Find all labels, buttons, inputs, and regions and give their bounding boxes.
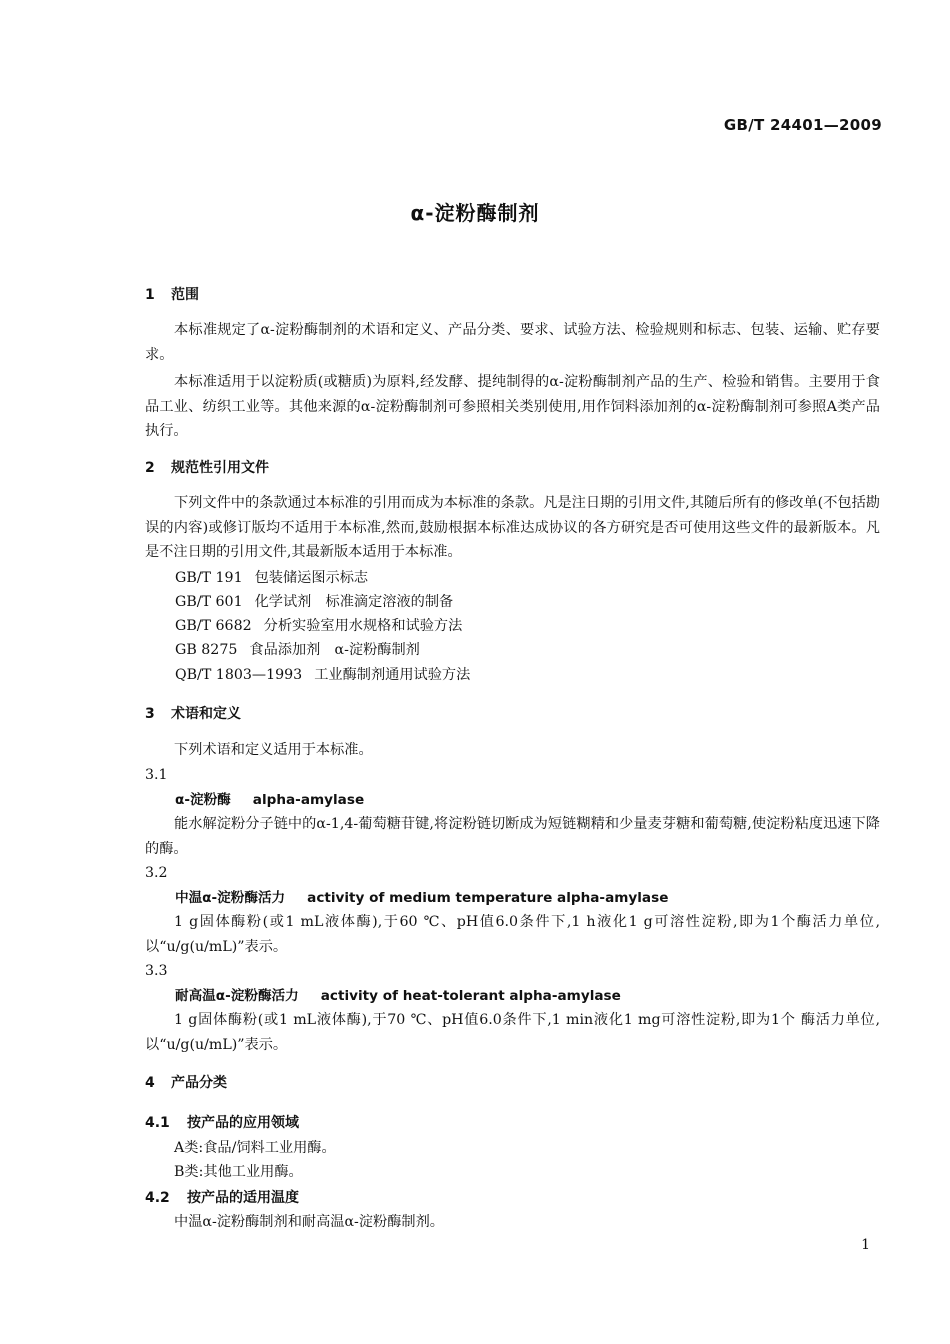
term-number: 3.3	[145, 963, 168, 979]
subsection-title: 按产品的应用领域	[187, 1115, 299, 1131]
term-english: activity of medium temperature alpha-amylase	[307, 890, 669, 906]
reference-title: 食品添加剂 α-淀粉酶制剂	[249, 642, 420, 658]
class-a-item: A类:食品/饲料工业用酶。	[174, 1140, 336, 1156]
term-chinese: α-淀粉酶	[175, 792, 231, 808]
section-number: 1	[145, 287, 155, 303]
section-2-paragraph-1: 下列文件中的条款通过本标准的引用而成为本标准的条款。凡是注日期的引用文件,其随后所有的修改单(不包括勘误的内容)或修订版均不适用于本标准,然而,鼓励根据本标准达成协议的各方研究是否可使用这些文件的最新版本。凡是不注日期的引用文件,其最新版本适用于本标准。	[145, 495, 880, 560]
reference-item	[175, 566, 368, 591]
reference-item	[175, 638, 420, 663]
term-chinese: 耐高温α-淀粉酶活力	[175, 988, 299, 1004]
reference-code: GB 8275	[175, 642, 238, 658]
section-title: 规范性引用文件	[171, 460, 269, 476]
section-4-heading	[145, 1071, 227, 1096]
subsection-number: 4.1	[145, 1115, 170, 1131]
reference-title: 化学试剂 标准滴定溶液的制备	[254, 594, 454, 610]
term-number: 3.1	[145, 767, 168, 783]
term-definition: 能水解淀粉分子链中的α-1,4-葡萄糖苷键,将淀粉链切断成为短链糊精和少量麦芽糖和葡萄糖,使淀粉粘度迅速下降的酶。	[145, 816, 880, 857]
section-number: 4	[145, 1075, 155, 1091]
reference-item	[175, 590, 453, 615]
term-heading	[175, 984, 621, 1009]
subsection-4-2-heading	[145, 1186, 299, 1211]
document-title: α-淀粉酶制剂	[410, 201, 540, 225]
reference-code: GB/T 191	[175, 570, 243, 586]
subsection-4-2-text: 中温α-淀粉酶制剂和耐高温α-淀粉酶制剂。	[174, 1214, 444, 1230]
reference-title: 分析实验室用水规格和试验方法	[263, 618, 463, 634]
reference-item	[175, 663, 470, 688]
term-english: alpha-amylase	[252, 792, 365, 808]
section-title: 范围	[171, 287, 199, 303]
section-1-paragraph-1: 本标准规定了α-淀粉酶制剂的术语和定义、产品分类、要求、试验方法、检验规则和标志、包装、运输、贮存要求。	[145, 322, 880, 363]
reference-title: 包装储运图示标志	[254, 570, 369, 586]
subsection-number: 4.2	[145, 1190, 170, 1206]
term-heading	[175, 886, 668, 911]
reference-code: GB/T 601	[175, 594, 243, 610]
term-number: 3.2	[145, 865, 168, 881]
term-heading	[175, 788, 364, 813]
section-number: 2	[145, 460, 155, 476]
term-english: activity of heat-tolerant alpha-amylase	[320, 988, 621, 1004]
term-definition: 1 g固体酶粉(或1 mL液体酶),于60 ℃、pH值6.0条件下,1 h液化1 g可溶性淀粉,即为1个酶活力单位,以“u/g(u/mL)”表示。	[145, 914, 880, 955]
reference-code: GB/T 6682	[175, 618, 252, 634]
section-number: 3	[145, 706, 155, 722]
standard-number: GB/T 24401—2009	[723, 116, 882, 134]
page-number: 1	[861, 1237, 870, 1253]
section-3-heading	[145, 702, 241, 727]
section-2-heading	[145, 456, 269, 481]
term-definition: 1 g固体酶粉(或1 mL液体酶),于70 ℃、pH值6.0条件下,1 min液化1 mg可溶性淀粉,即为1个 酶活力单位,以“u/g(u/mL)”表示。	[145, 1012, 880, 1053]
section-1-paragraph-2: 本标准适用于以淀粉质(或糖质)为原料,经发酵、提纯制得的α-淀粉酶制剂产品的生产、检验和销售。主要用于食品工业、纺织工业等。其他来源的α-淀粉酶制剂可参照相关类别使用,用作饲料添加剂的α-淀粉酶制剂可参照A类产品执行。	[145, 374, 880, 439]
reference-title: 工业酶制剂通用试验方法	[314, 667, 471, 683]
subsection-title: 按产品的适用温度	[187, 1190, 299, 1206]
section-title: 术语和定义	[171, 706, 241, 722]
reference-item	[175, 614, 462, 639]
term-chinese: 中温α-淀粉酶活力	[175, 890, 286, 906]
reference-code: QB/T 1803—1993	[175, 667, 303, 683]
section-3-intro: 下列术语和定义适用于本标准。	[174, 742, 373, 758]
class-b-item: B类:其他工业用酶。	[174, 1164, 303, 1180]
section-title: 产品分类	[171, 1075, 227, 1091]
section-1-heading	[145, 283, 199, 308]
subsection-4-1-heading	[145, 1111, 299, 1136]
